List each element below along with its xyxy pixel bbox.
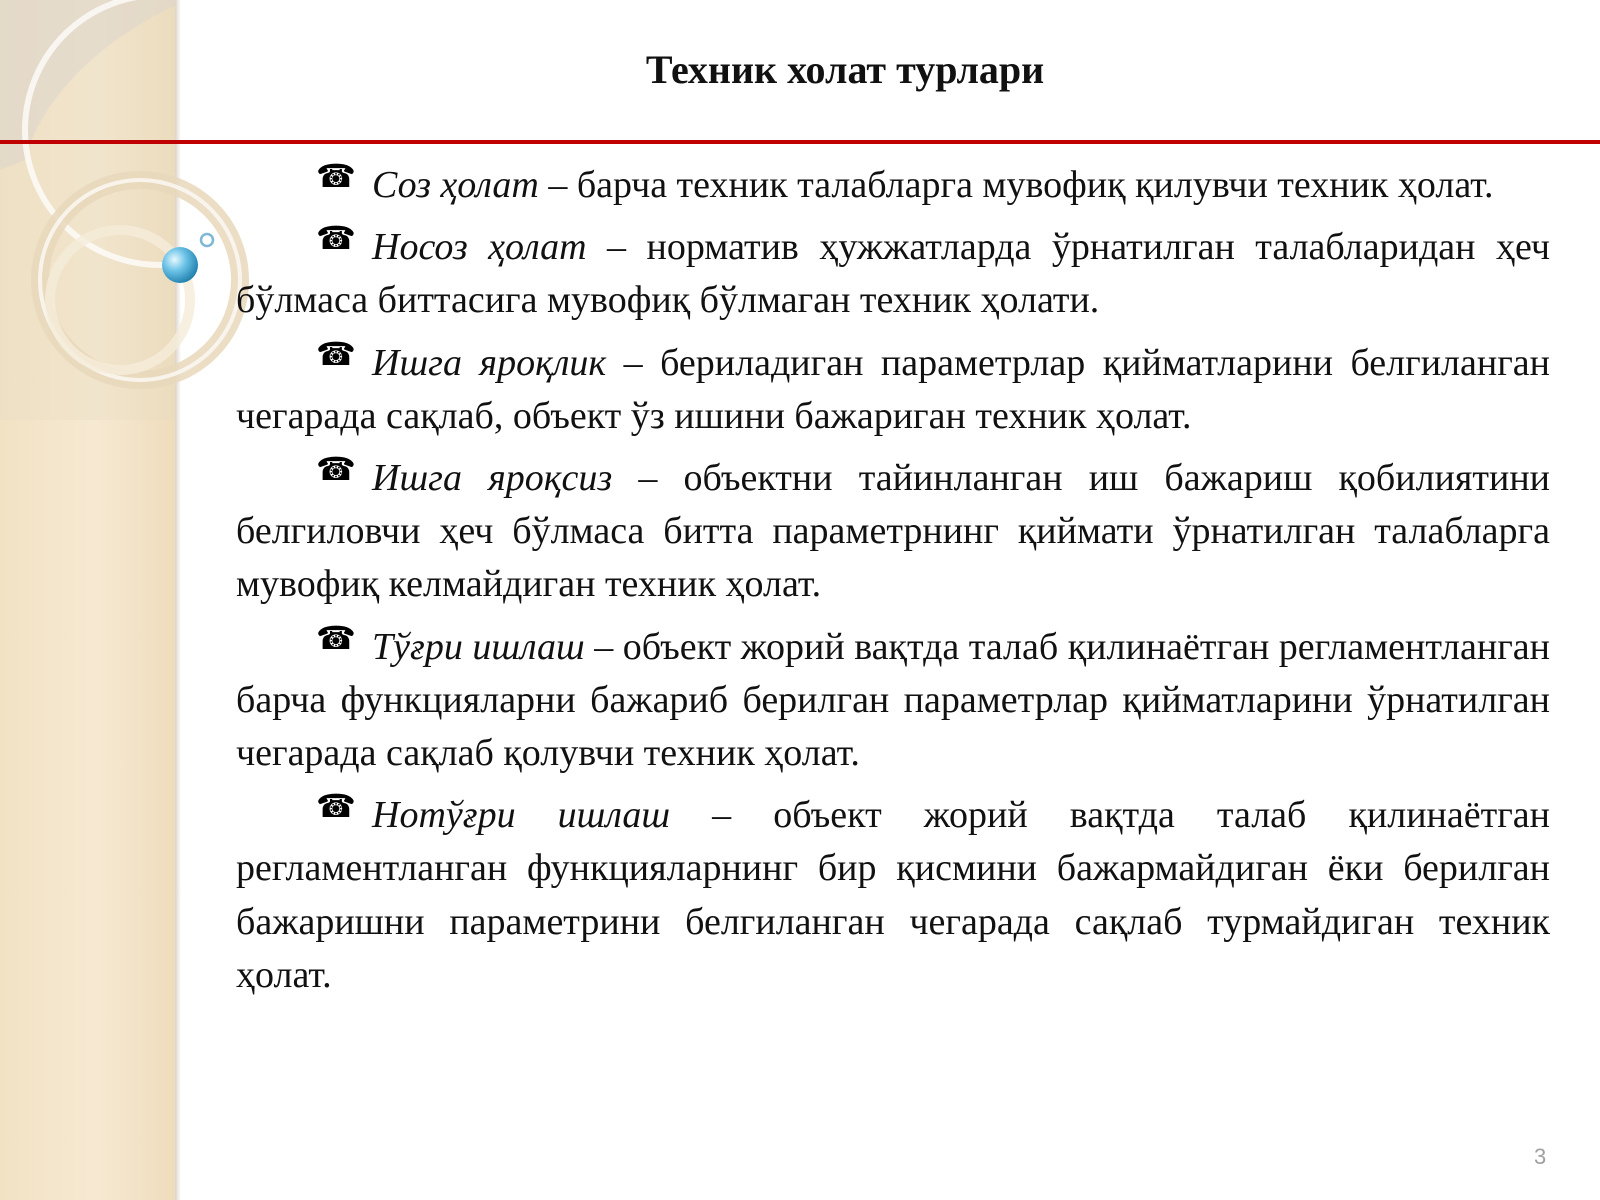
term: Ишга яроқлик [372,341,607,384]
definition: – объект жорий вақтда талаб қилинаётган регламентланган барча функцияларни бажариб берилган параметрлар қийматларини ўрнатилган чегарада сақлаб қолувчи техник ҳолат. [236,625,1550,775]
list-item [236,780,1550,1002]
list-item [236,150,1550,212]
term: Тўғри ишлаш [372,625,585,668]
term: Нотўғри ишлаш [372,794,671,837]
term: Носоз ҳолат [372,226,587,269]
telephone-icon: ☎ [316,619,356,656]
definition: – барча техник талабларга мувофиқ қилувчи техник ҳолат. [538,164,1494,206]
definition: – объектни тайинланган иш бажариш қобилиятини белгиловчи ҳеч бўлмаса битта параметрнинг қиймати ўрнатилган талабларга мувофиқ келмайдиган техник ҳолат. [236,457,1550,606]
list-item [236,328,1550,443]
definition: – норматив ҳужжатларда ўрнатилган талабларидан ҳеч бўлмаса биттасига мувофиқ бўлмаган техник ҳолати. [236,226,1550,322]
list-item [236,212,1550,327]
telephone-icon: ☎ [316,220,356,257]
term: Соз ҳолат [372,164,539,206]
slide-title: Техник холат турлари [645,47,1045,92]
definition: – объект жорий вақтда талаб қилинаётган регламентланган функцияларнинг бир қисмини бажармайдиган ёки берилган бажаришни параметрини белгиланган чегарада сақлаб турмайдиган техник ҳолат. [236,794,1550,996]
definition: – бериладиган параметрлар қийматларини белгиланган чегарада сақлаб, объект ўз ишини бажариган техник ҳолат. [236,341,1550,437]
definition-list [236,150,1550,1002]
title-divider [0,140,1600,144]
list-item [236,612,1550,781]
list-item [236,443,1550,612]
page-number: 3 [1534,1144,1547,1169]
telephone-icon: ☎ [316,788,356,825]
term: Ишга яроқсиз [372,457,613,500]
telephone-icon: ☎ [316,335,356,372]
telephone-icon: ☎ [316,451,356,488]
telephone-icon: ☎ [316,158,356,194]
